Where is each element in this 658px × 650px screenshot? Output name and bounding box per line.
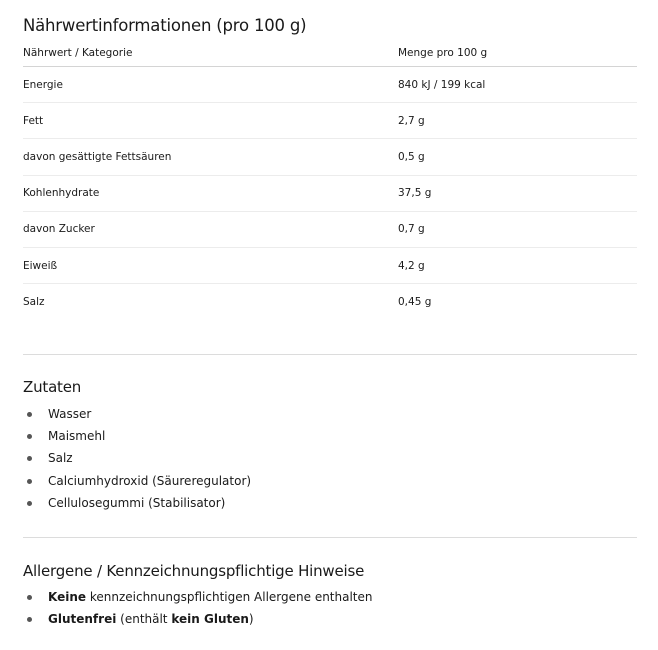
- table-row: [23, 175, 637, 211]
- bullet-icon: [27, 479, 32, 484]
- allergens-heading: Allergene / Kennzeichnungspflichtige Hinweise: [23, 562, 365, 580]
- table-row: [23, 103, 637, 139]
- column-header-nutrient: Nährwert / Kategorie: [23, 40, 398, 67]
- table-row: [23, 139, 637, 175]
- nutrient-value: 0,7 g: [398, 211, 637, 247]
- nutrient-value: 4,2 g: [398, 247, 637, 283]
- bullet-icon: [27, 595, 32, 600]
- nutrient-label: Salz: [23, 295, 45, 308]
- column-header-amount: Menge pro 100 g: [398, 40, 637, 67]
- allergen-text: kennzeichnungspflichtigen Allergene enthalten: [86, 590, 373, 604]
- gluten-free-label: Glutenfrei: [48, 612, 117, 627]
- table-row: [23, 284, 637, 320]
- table-row: [23, 211, 637, 247]
- ingredient-text: Calciumhydroxid (Säureregulator): [48, 473, 252, 488]
- nutrient-value: 2,7 g: [398, 103, 637, 139]
- allergens-list: [23, 586, 373, 630]
- ingredients-list: [23, 403, 251, 514]
- section-divider: [23, 537, 637, 538]
- nutrient-label: Kohlenhydrate: [23, 175, 398, 211]
- list-item: [23, 425, 251, 447]
- table-header-row: [23, 40, 637, 67]
- section-divider: [23, 354, 637, 355]
- ingredient-text: Maismehl: [48, 429, 106, 444]
- allergen-emphasis: Keine: [48, 590, 87, 604]
- ingredient-text: Wasser: [48, 407, 92, 421]
- list-item: [23, 608, 373, 630]
- list-item: [23, 586, 373, 608]
- bullet-icon: [27, 617, 32, 622]
- nutrient-label: Fett: [23, 103, 398, 139]
- list-item: [23, 403, 251, 425]
- nutrient-value: 840 kJ / 199 kcal: [398, 67, 637, 103]
- list-item: [23, 470, 251, 492]
- nutrient-value: 37,5 g: [398, 175, 637, 211]
- bullet-icon: [27, 501, 32, 506]
- nutrition-heading: Nährwertinformationen (pro 100 g): [23, 16, 307, 35]
- no-gluten-label: kein Gluten: [171, 612, 249, 627]
- nutrient-label: Energie: [23, 67, 398, 103]
- table-row: [23, 247, 637, 283]
- ingredients-heading: Zutaten: [23, 378, 82, 396]
- nutrient-label: Eiweiß: [23, 247, 398, 283]
- allergen-text-end: ): [248, 612, 254, 627]
- bullet-icon: [27, 412, 32, 417]
- list-item: [23, 447, 251, 469]
- nutrient-value: 0,5 g: [398, 139, 637, 175]
- allergen-text: (enthält: [116, 612, 172, 627]
- nutrient-label: davon Zucker: [23, 211, 398, 247]
- bullet-icon: [27, 434, 32, 439]
- nutrition-table: [23, 40, 637, 319]
- list-item: [23, 492, 251, 514]
- nutrient-label: davon gesättigte Fettsäuren: [23, 139, 398, 175]
- nutrient-value: 0,45 g: [398, 295, 432, 308]
- ingredient-text: Salz: [48, 451, 73, 466]
- bullet-icon: [27, 456, 32, 461]
- table-row: [23, 67, 637, 103]
- ingredient-text: Cellulosegummi (Stabilisator): [48, 495, 226, 510]
